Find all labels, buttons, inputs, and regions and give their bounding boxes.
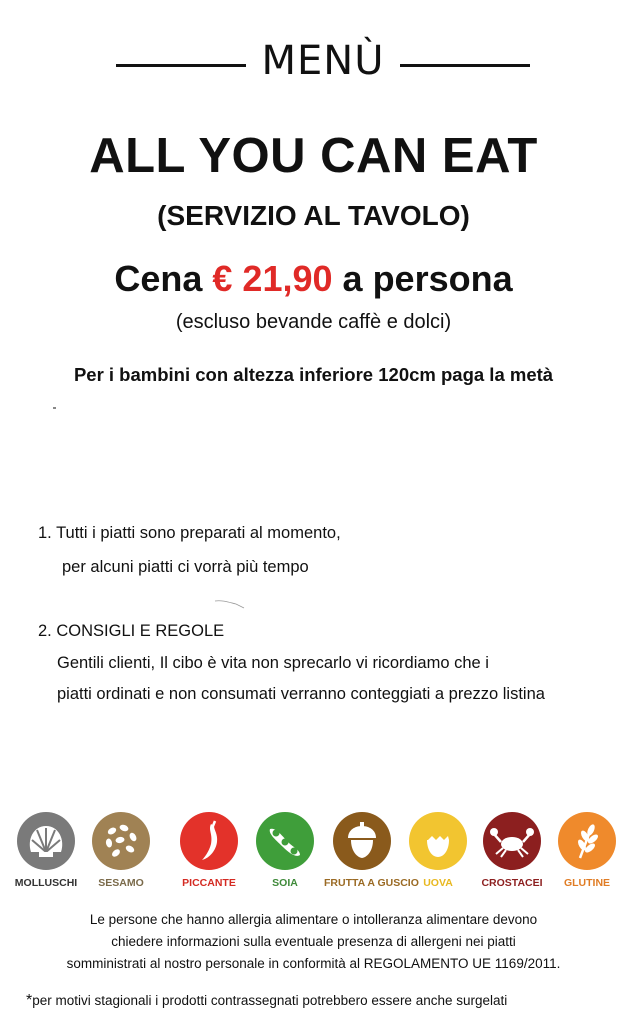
rule-2-line-2: piatti ordinati e non consumati verranno conteggiati a prezzo listina bbox=[57, 685, 545, 703]
allergen-piccante bbox=[171, 812, 247, 889]
rule-1-number: 1. bbox=[38, 524, 52, 542]
header-rule-left bbox=[116, 64, 246, 67]
rule-2 bbox=[38, 623, 224, 640]
allergy-notice-line: chiedere informazioni sulla eventuale presenza di allergeni nei piatti bbox=[111, 934, 516, 949]
allergen-glutine bbox=[549, 812, 625, 889]
stray-mark bbox=[53, 407, 56, 409]
egg-icon bbox=[409, 812, 467, 870]
allergen-uova bbox=[400, 812, 476, 889]
rule-1-line-2: per alcuni piatti ci vorrà più tempo bbox=[62, 558, 309, 576]
pen-mark bbox=[214, 598, 246, 610]
allergen-label: SESAMO bbox=[98, 877, 144, 889]
nut-icon bbox=[333, 812, 391, 870]
allergen-legend bbox=[14, 812, 618, 892]
allergen-frutta-a-guscio bbox=[324, 812, 419, 889]
rule-2-title: CONSIGLI E REGOLE bbox=[56, 622, 225, 640]
allergen-sesamo bbox=[83, 812, 159, 889]
allergen-crostacei bbox=[474, 812, 550, 889]
kids-note: Per i bambini con altezza inferiore 120cm paga la metà bbox=[73, 364, 554, 385]
sesame-icon bbox=[92, 812, 150, 870]
crab-icon bbox=[483, 812, 541, 870]
seasonal-text: per motivi stagionali i prodotti contrassegnati potrebbero essere anche surgelati bbox=[32, 993, 508, 1008]
allergen-molluschi bbox=[8, 812, 84, 889]
allergy-notice-line: Le persone che hanno allergia alimentare o intolleranza alimentare devono bbox=[89, 912, 538, 927]
allergen-soia bbox=[247, 812, 323, 889]
allergen-label: MOLLUSCHI bbox=[14, 877, 78, 889]
menu-word: MENÙ bbox=[261, 38, 385, 84]
asterisk: * bbox=[26, 992, 33, 1009]
allergen-label: FRUTTA A GUSCIO bbox=[324, 877, 419, 889]
wheat-icon bbox=[558, 812, 616, 870]
allergen-label: PICCANTE bbox=[182, 877, 236, 889]
shell-icon bbox=[17, 812, 75, 870]
allergen-label: GLUTINE bbox=[563, 877, 611, 889]
rule-1 bbox=[38, 525, 341, 542]
menu-header bbox=[0, 38, 627, 88]
price-line bbox=[0, 258, 627, 300]
price-suffix: a persona bbox=[342, 258, 513, 299]
chili-icon bbox=[180, 812, 238, 870]
allergen-label: CROSTACEI bbox=[481, 877, 543, 889]
rule-2-line-1: Gentili clienti, Il cibo è vita non sprecarlo vi ricordiamo che i bbox=[57, 654, 489, 672]
allergen-label: UOVA bbox=[423, 877, 453, 889]
allergy-notice bbox=[0, 909, 627, 975]
seasonal-note bbox=[26, 992, 507, 1010]
header-rule-right bbox=[400, 64, 530, 67]
rule-1-line-1: Tutti i piatti sono preparati al momento, bbox=[56, 524, 341, 542]
allergy-notice-line: somministrati al nostro personale in conformità al REGOLAMENTO UE 1169/2011. bbox=[66, 956, 561, 971]
soy-icon bbox=[256, 812, 314, 870]
page-subtitle: (SERVIZIO AL TAVOLO) bbox=[157, 200, 470, 231]
rule-2-number: 2. bbox=[38, 622, 52, 640]
price-amount: € 21,90 bbox=[212, 258, 333, 299]
page-title: ALL YOU CAN EAT bbox=[89, 129, 538, 183]
price-prefix: Cena bbox=[114, 258, 203, 299]
allergen-label: SOIA bbox=[272, 877, 298, 889]
price-note: (escluso bevande caffè e dolci) bbox=[175, 311, 452, 333]
